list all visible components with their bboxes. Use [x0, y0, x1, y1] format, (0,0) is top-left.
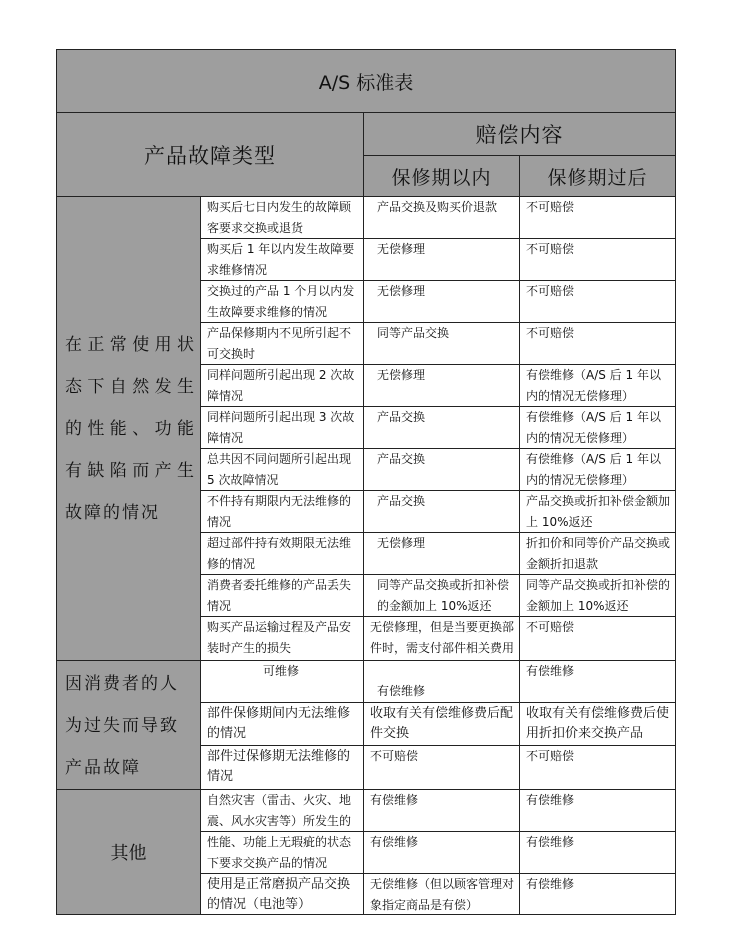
after-warranty-cell: 不可赔偿	[519, 745, 676, 790]
fault-cell: 购买后 1 年以内发生故障要求维修情况	[200, 238, 364, 281]
within-warranty-cell: 有偿维修	[363, 831, 520, 874]
after-warranty-cell: 有偿维修（A/S 后 1 年以内的情况无偿修理）	[519, 448, 676, 491]
fault-cell: 交换过的产品 1 个月以内发生故障要求维修的情况	[200, 280, 364, 323]
within-warranty-cell: 同等产品交换或折扣补偿的金额加上 10%返还	[363, 574, 520, 617]
fault-cell: 超过部件持有效期限无法维修的情况	[200, 532, 364, 575]
within-warranty-cell: 产品交换及购买价退款	[363, 196, 520, 239]
after-warranty-cell: 不可赔偿	[519, 616, 676, 661]
fault-cell: 同样问题所引起出现 2 次故障情况	[200, 364, 364, 407]
within-warranty-cell: 有偿维修	[363, 789, 520, 832]
header-within-warranty: 保修期以内	[363, 155, 520, 197]
after-warranty-cell: 有偿维修（A/S 后 1 年以内的情况无偿修理）	[519, 364, 676, 407]
fault-cell: 购买后七日内发生的故障顾客要求交换或退货	[200, 196, 364, 239]
fault-cell: 消费者委托维修的产品丢失情况	[200, 574, 364, 617]
within-warranty-cell: 无偿维修（但以顾客管理对象指定商品是有偿）	[363, 873, 520, 915]
header-fault-type: 产品故障类型	[56, 112, 364, 197]
category-other: 其他	[56, 789, 201, 915]
fault-cell: 同样问题所引起出现 3 次故障情况	[200, 406, 364, 449]
fault-cell: 可维修	[200, 660, 364, 703]
after-warranty-cell: 产品交换或折扣补偿金额加上 10%返还	[519, 490, 676, 533]
within-warranty-cell: 无偿修理，但是当要更换部件时，需支付部件相关费用	[363, 616, 520, 661]
fault-cell: 购买产品运输过程及产品安装时产生的损失	[200, 616, 364, 661]
after-warranty-cell: 不可赔偿	[519, 322, 676, 365]
within-warranty-cell: 收取有关有偿维修费后配件交换	[363, 702, 520, 746]
within-warranty-cell: 不可赔偿	[363, 745, 520, 790]
table-title: A/S 标准表	[56, 49, 676, 113]
within-warranty-cell: 产品交换	[363, 406, 520, 449]
after-warranty-cell: 不可赔偿	[519, 196, 676, 239]
within-warranty-cell: 产品交换	[363, 448, 520, 491]
after-warranty-cell: 有偿维修	[519, 789, 676, 832]
fault-cell: 自然灾害（雷击、火灾、地震、风水灾害等）所发生的	[200, 789, 364, 832]
after-warranty-cell: 有偿维修	[519, 660, 676, 703]
fault-cell: 部件过保修期无法维修的情况	[200, 745, 364, 790]
fault-cell: 性能、功能上无瑕疵的状态下要求交换产品的情况	[200, 831, 364, 874]
after-warranty-cell: 不可赔偿	[519, 280, 676, 323]
fault-cell: 总共因不同问题所引起出现 5 次故障情况	[200, 448, 364, 491]
within-warranty-cell: 产品交换	[363, 490, 520, 533]
within-warranty-cell: 有偿维修	[363, 660, 520, 703]
header-after-warranty: 保修期过后	[519, 155, 676, 197]
after-warranty-cell: 不可赔偿	[519, 238, 676, 281]
category-normal-use: 在正常使用状态下自然发生的性能、功能有缺陷而产生故障的情况	[56, 196, 201, 661]
within-warranty-cell: 无偿修理	[363, 280, 520, 323]
after-warranty-cell: 有偿维修	[519, 831, 676, 874]
fault-cell: 部件保修期间内无法维修的情况	[200, 702, 364, 746]
within-warranty-cell: 同等产品交换	[363, 322, 520, 365]
within-warranty-cell: 无偿修理	[363, 532, 520, 575]
after-warranty-cell: 有偿维修（A/S 后 1 年以内的情况无偿修理）	[519, 406, 676, 449]
as-standard-table	[56, 49, 676, 915]
within-warranty-cell: 无偿修理	[363, 238, 520, 281]
after-warranty-cell: 收取有关有偿维修费后使用折扣价来交换产品	[519, 702, 676, 746]
after-warranty-cell: 同等产品交换或折扣补偿的金额加上 10%返还	[519, 574, 676, 617]
after-warranty-cell: 有偿维修	[519, 873, 676, 915]
fault-cell: 不件持有期限内无法维修的情况	[200, 490, 364, 533]
header-compensation: 赔偿内容	[363, 112, 676, 156]
after-warranty-cell: 折扣价和同等价产品交换或金额折扣退款	[519, 532, 676, 575]
category-user-fault: 因消费者的人为过失而导致产品故障	[56, 660, 201, 790]
fault-cell: 产品保修期内不见所引起不可交换时	[200, 322, 364, 365]
within-warranty-cell: 无偿修理	[363, 364, 520, 407]
fault-cell: 使用是正常磨损产品交换的情况（电池等）	[200, 873, 364, 915]
